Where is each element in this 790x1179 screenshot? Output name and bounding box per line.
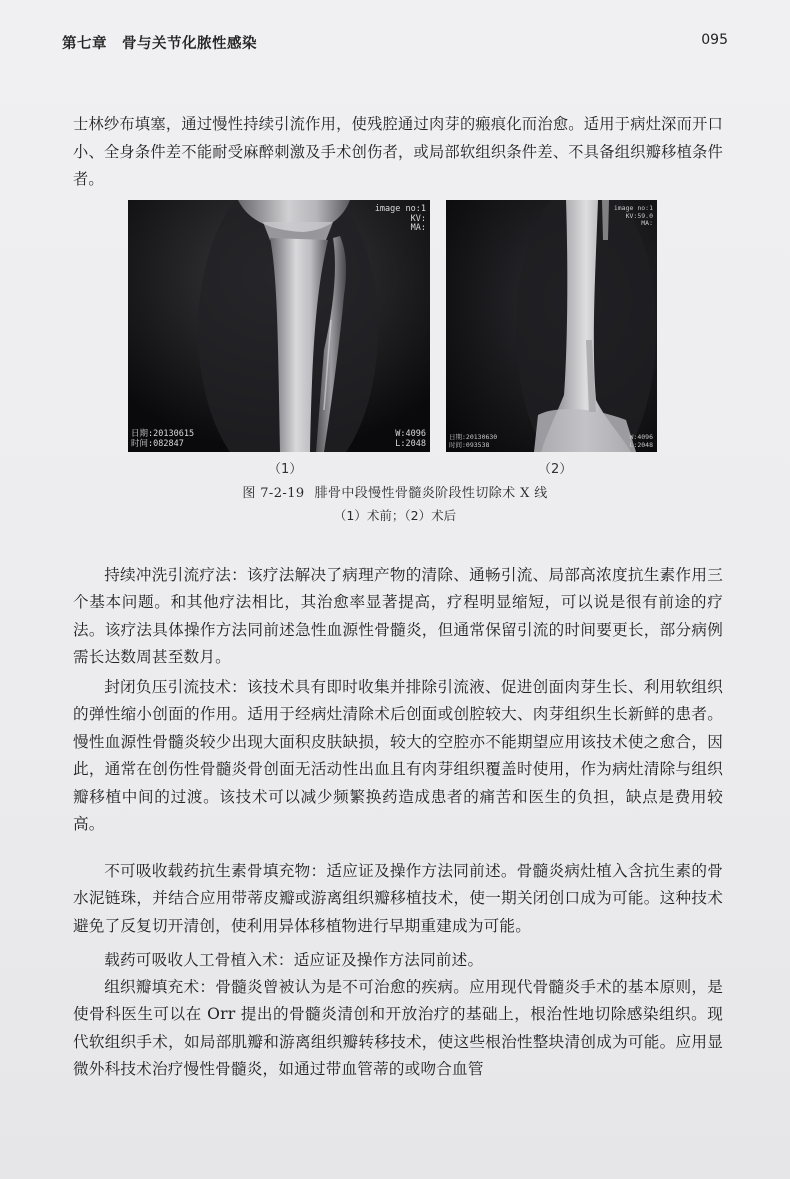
xray-postop-info-top: image no:1 KV:59.0 MA: <box>613 204 653 227</box>
xray-postop-date: 日期:20130630 时间:093538 <box>449 433 498 449</box>
xray-preop-date: 日期:20130615 时间:082847 <box>131 429 195 449</box>
xray-preop-window: W:4096 L:2048 <box>395 429 426 449</box>
running-header <box>62 30 728 54</box>
figure-caption <box>0 482 790 501</box>
paragraph-tissue-flap: 组织瓣填充术：骨髓炎曾被认为是不可治愈的疾病。应用现代骨髓炎手术的基本原则，是使骨科医生可以在 Orr 提出的骨髓炎清创和开放治疗的基础上，根治性地切除感染组织。现代软组织手术，如局部肌瓣和游离组织瓣转移技术，使这些根治性整块清创成为可能。应用显微外科技术治疗慢性骨髓炎，如通过带血管蒂的或吻合血管 <box>73 977 723 1079</box>
xray-preop-info-top: image no:1 KV: MA: <box>374 204 426 233</box>
figure-number: 图 7-2-19 <box>242 486 305 501</box>
page-number: 095 <box>701 32 728 48</box>
figure-sublabel-1: （1） <box>268 462 303 477</box>
chapter-title: 第七章 骨与关节化脓性感染 <box>62 36 257 52</box>
paragraph-irrigation: 持续冲洗引流疗法：该疗法解决了病理产物的清除、通畅引流、局部高浓度抗生素作用三个基本问题。和其他疗法相比，其治愈率显著提高，疗程明显缩短，可以说是很有前途的疗法。该疗法具体操作方法同前述急性血源性骨髓炎，但通常保留引流的时间要更长，部分病例需长达数周甚至数月。 <box>73 565 723 667</box>
figure-sublabel-2: （2） <box>538 462 573 477</box>
paragraph-vacuum-drainage: 封闭负压引流技术：该技术具有即时收集并排除引流液、促进创面肉芽生长、利用软组织的弹性缩小创面的作用。适用于经病灶清除术后创面或创腔较大、肉芽组织生长新鲜的患者。慢性血源性骨髓炎较少出现大面积皮肤缺损，较大的空腔亦不能期望应用该技术使之愈合，因此，通常在创伤性骨髓炎骨创面无活动性出血且有肉芽组织覆盖时使用，作为病灶清除与组织瓣移植中间的过渡。该技术可以减少频繁换药造成患者的痛苦和医生的负担，缺点是费用较高。 <box>73 677 723 834</box>
paragraph-absorbable-bone: 载药可吸收人工骨植入术：适应证及操作方法同前述。 <box>104 950 484 969</box>
intro-paragraph: 士林纱布填塞，通过慢性持续引流作用，使残腔通过肉芽的瘢痕化而治愈。适用于病灶深而开口小、全身条件差不能耐受麻醉刺激及手术创伤者，或局部软组织条件差、不具备组织瓣移植条件者。 <box>73 115 723 189</box>
xray-postop-picture <box>446 200 657 452</box>
xray-image-preop <box>128 200 430 452</box>
xray-image-postop <box>446 200 657 452</box>
figure-title: 腓骨中段慢性骨髓炎阶段性切除术 X 线 <box>314 486 548 501</box>
xray-postop-window: W:4096 L:2048 <box>629 433 653 449</box>
xray-preop-picture <box>128 200 430 452</box>
paragraph-antibiotic-filler: 不可吸收载药抗生素骨填充物：适应证及操作方法同前述。骨髓炎病灶植入含抗生素的骨水泥链珠，并结合应用带蒂皮瓣或游离组织瓣移植技术，使一期关闭创口成为可能。这种技术避免了反复切开清创，使利用异体移植物进行早期重建成为可能。 <box>73 861 723 935</box>
figure-subcaption: （1）术前；（2）术后 <box>333 508 457 523</box>
